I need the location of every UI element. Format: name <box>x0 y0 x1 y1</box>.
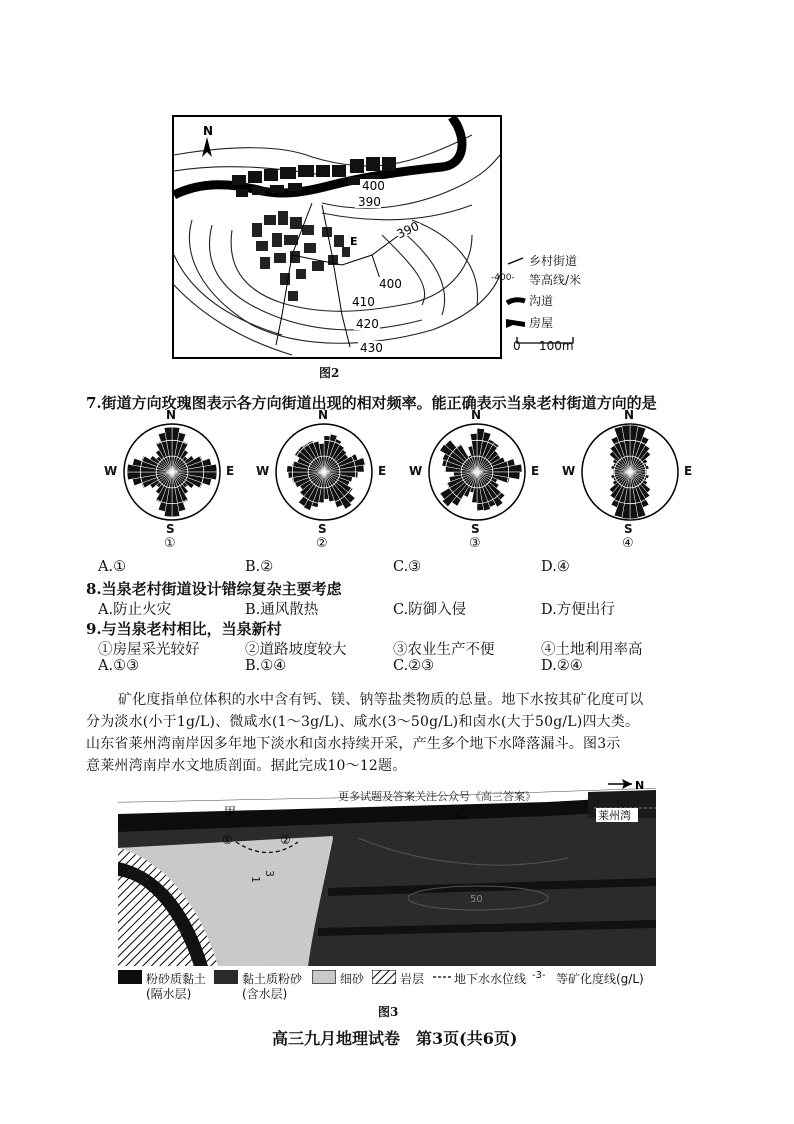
legend-label: 粉砂质黏土 <box>146 972 207 986</box>
rose-label-e: E <box>684 464 693 478</box>
question-9-text: 9.与当泉老村相比，当泉新村 <box>86 620 282 638</box>
rose-diagram-1 <box>104 408 235 557</box>
clay-silt-swatch <box>214 970 238 984</box>
contour-label: 430 <box>360 341 383 355</box>
rose-label-n: N <box>166 408 177 422</box>
iso-label-1: 1 <box>249 876 262 883</box>
question-7-text: 7.街道方向玫瑰图表示各方向街道出现的相对频率。能正确表示当泉老村街道方向的是 <box>86 394 657 412</box>
contour-label: 420 <box>356 317 379 331</box>
legend-label: 等高线/米 <box>529 273 582 287</box>
water-table-swatch <box>432 970 452 984</box>
rose-number: ② <box>316 536 328 551</box>
scale-bar <box>511 336 591 358</box>
rose-number: ③ <box>469 536 481 551</box>
rose-label-s: S <box>471 522 480 536</box>
rose-label-w: W <box>256 464 270 478</box>
rose-label-n: N <box>624 408 635 422</box>
q9-statement-2: ②道路坡度较大 <box>245 642 347 658</box>
legend-label: 房屋 <box>529 316 554 330</box>
q7-option-b[interactable]: B.② <box>245 559 274 575</box>
rose-label-n: N <box>318 408 329 422</box>
legend-sub: (隔水层) <box>146 987 192 1001</box>
q9-statement-3: ③农业生产不便 <box>393 642 495 658</box>
contour-label: 390 <box>358 195 381 209</box>
place-jia: 甲 <box>224 805 237 819</box>
legend-label: 地下水水位线 <box>454 972 527 986</box>
marker-2: ② <box>280 833 291 847</box>
contour-label: 400 <box>379 277 402 291</box>
rose-label-n: N <box>471 408 482 422</box>
passage-line: 矿化度指单位体积的水中含有钙、镁、钠等盐类物质的总量。地下水按其矿化度可以 <box>118 692 644 708</box>
q7-option-a[interactable]: A.① <box>98 559 127 575</box>
figure-3 <box>118 778 656 966</box>
contour-line-icon: -400- <box>491 273 515 283</box>
rose-label-e: E <box>378 464 387 478</box>
q8-option-b[interactable]: B.通风散热 <box>245 602 319 618</box>
rose-label-e: E <box>531 464 540 478</box>
rose-diagram-3 <box>409 408 540 557</box>
page-footer: 高三九月地理试卷 第3页(共6页) <box>272 1029 518 1048</box>
q8-option-c[interactable]: C.防御入侵 <box>393 602 467 618</box>
legend-label: 沟道 <box>529 294 554 308</box>
rose-label-w: W <box>104 464 118 478</box>
rose-diagrams <box>104 408 710 557</box>
legend-label: 黏土质粉砂 <box>242 972 303 986</box>
figure-2-caption: 图2 <box>319 366 340 380</box>
figure-3-caption: 图3 <box>378 1005 399 1019</box>
q8-option-d[interactable]: D.方便出行 <box>541 602 615 618</box>
bay-label: 莱州湾 <box>598 809 631 822</box>
legend-sub: (含水层) <box>242 987 288 1001</box>
rose-chart <box>415 412 540 532</box>
rose-number: ① <box>164 536 176 551</box>
figure-2-legend <box>491 252 615 362</box>
scale-end: 100m <box>539 339 574 353</box>
place-yi: 乙 <box>456 807 469 821</box>
watermark-text: 更多试题及答案关注公众号《高三答案》 <box>338 790 536 803</box>
figure-2 <box>172 115 502 359</box>
street-line-icon <box>505 254 527 268</box>
silt-clay-swatch <box>118 970 142 984</box>
rose-label-s: S <box>318 522 327 536</box>
q9-option-a[interactable]: A.①③ <box>98 658 140 674</box>
iso-label-50: 50 <box>470 894 483 905</box>
rose-chart <box>568 412 693 532</box>
contour-label: 410 <box>352 295 375 309</box>
scale-start: 0 <box>513 339 521 353</box>
fine-sand-swatch <box>312 970 336 984</box>
rose-chart <box>262 412 387 532</box>
rose-number: ④ <box>622 536 634 551</box>
q9-option-d[interactable]: D.②④ <box>541 658 583 674</box>
q9-option-b[interactable]: B.①④ <box>245 658 287 674</box>
q9-statement-4: ④土地利用率高 <box>541 642 643 658</box>
rose-label-w: W <box>409 464 423 478</box>
isoline-sample: -3- <box>532 970 546 981</box>
rose-label-e: E <box>226 464 235 478</box>
legend-label: 等矿化度线(g/L) <box>556 972 644 986</box>
q9-statement-1: ①房屋采光较好 <box>98 642 200 658</box>
rose-label-s: S <box>166 522 175 536</box>
rock-swatch <box>372 970 396 984</box>
legend-label: 岩层 <box>400 972 425 986</box>
passage-line: 意莱州湾南岸水文地质剖面。据此完成10～12题。 <box>86 758 407 774</box>
figure-3-profile <box>118 778 656 966</box>
rose-label-s: S <box>624 522 633 536</box>
houses-icon <box>505 316 527 330</box>
contour-label: 400 <box>362 179 385 193</box>
legend-label: 乡村街道 <box>529 254 578 268</box>
marker-1: ① <box>222 833 233 847</box>
q9-option-c[interactable]: C.②③ <box>393 658 435 674</box>
area-label: E <box>350 235 358 248</box>
q7-option-d[interactable]: D.④ <box>541 559 570 575</box>
question-8-text: 8.当泉老村街道设计错综复杂主要考虑 <box>86 580 342 598</box>
q7-option-c[interactable]: C.③ <box>393 559 422 575</box>
figure-3-legend <box>118 970 678 1002</box>
passage-line: 分为淡水(小于1g/L)、微咸水(1～3g/L)、咸水(3～50g/L)和卤水(大于50g/L)四大类。 <box>86 714 640 730</box>
rose-chart <box>110 412 235 532</box>
iso-label-3: 3 <box>263 870 276 877</box>
q8-option-a[interactable]: A.防止火灾 <box>98 602 172 618</box>
figure-2-map <box>172 115 502 359</box>
rose-label-w: W <box>562 464 576 478</box>
gully-icon <box>505 294 527 308</box>
legend-label: 细砂 <box>340 972 365 986</box>
north-label: N <box>203 124 214 138</box>
passage-line: 山东省莱州湾南岸因多年地下淡水和卤水持续开采，产生多个地下水降落漏斗。图3示 <box>86 736 621 752</box>
rose-diagram-2 <box>256 408 387 557</box>
rose-diagram-4 <box>562 408 693 557</box>
contour-label: 390 <box>394 218 422 242</box>
north-label: N <box>635 779 645 792</box>
